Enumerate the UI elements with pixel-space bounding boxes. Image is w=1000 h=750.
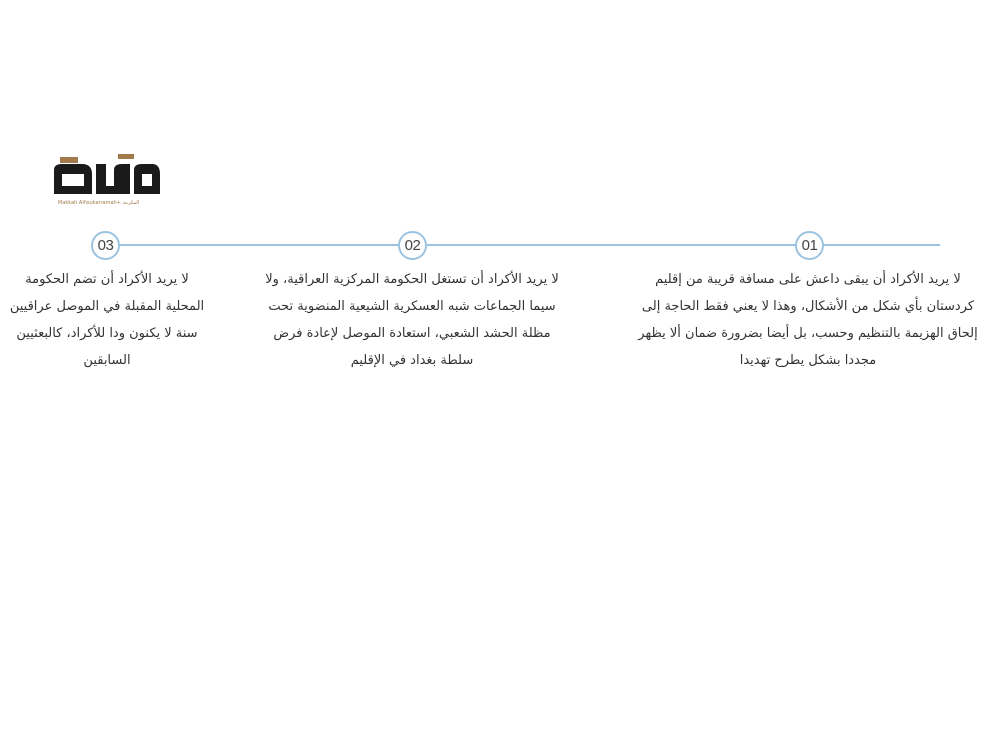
step-number-01: 01: [795, 231, 824, 260]
logo-caption: Makkah Alhsukarramah+ المكرمة: [58, 200, 140, 206]
step-text-03: لا يريد الأكراد أن تضم الحكومة المحلية المقبلة في الموصل عراقيين سنة لا يكنون ودا للأكراد، كالبعثيين السابقين: [9, 272, 205, 368]
step-number-03: 03: [91, 231, 120, 260]
makkah-logo: [52, 150, 164, 212]
makkah-logo-mark: [52, 150, 164, 200]
step-number-02: 02: [398, 231, 427, 260]
step-text-01: لا يريد الأكراد أن يبقى داعش على مسافة قريبة من إقليم كردستان بأي شكل من الأشكال، وهذا لا يعني فقط الحاجة إلى إلحاق الهزيمة بالتنظيم وحسب، بل أيضا بضرورة ضمان ألا يظهر مجددا بشكل يطرح تهديدا: [638, 272, 978, 368]
step-text-02: لا يريد الأكراد أن تستغل الحكومة المركزية العراقية، ولا سيما الجماعات شبه العسكرية الشيعية المنضوية تحت مظلة الحشد الشعبي، استعادة الموصل لإعادة فرض سلطة بغداد في الإقليم: [265, 272, 559, 368]
